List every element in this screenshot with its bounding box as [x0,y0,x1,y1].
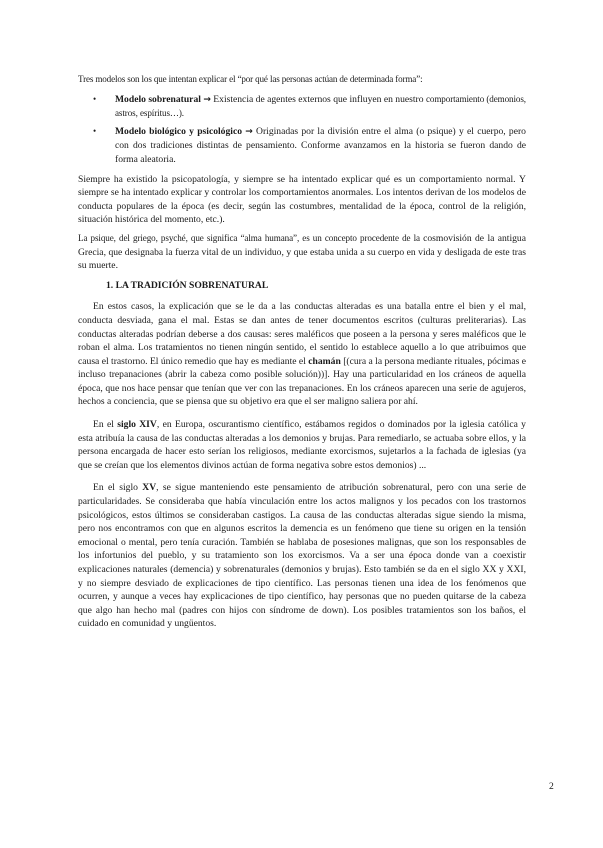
bullet-icon: • [93,125,97,136]
paragraph-psychopathology: Siempre ha existido la psicopatología, y siempre se ha intentado explicar qué es un comportamiento normal. Y siempre se ha intentado explicar y controlar los comportamientos anormales. Los intentos derivan de los modelos de conducta populares de la época (es decir, según las costumbres, mentalidad de la época, control de la religión, situación histórica del momento, etc.). [78,173,526,226]
paragraph-text-continued: [(cura a la persona mediante rituales, pócimas e incluso trepanaciones (abrir la cabeza como posible solución))]. Hay una particularidad en los cráneos de aquella época, que nos hace pensar que tenían que ver con las trepanaciones. En los cráneos aparecen una serie de agujeros, hechos a conciencia, que se piensa que su objetivo era que el ser maligno saliera por ahí. [78,355,526,408]
paragraph-century-xv [78,481,526,631]
paragraph-psique [78,232,526,273]
paragraph-century-xiv [78,418,526,472]
page-number: 2 [549,781,554,792]
model-description: Existencia de agentes externos que influyen en nuestro [210,93,426,105]
paragraph-psique-start: La psique, del griego, psyché, que significa “alma humana”, es un concepto procedente de la [78,232,424,243]
bold-term-siglo-xiv: siglo XIV [117,419,157,431]
section-heading: 1. LA TRADICIÓN SOBRENATURAL [106,279,269,291]
list-item-supernatural-model [78,93,526,121]
bullet-icon: • [93,93,97,104]
models-list [78,93,526,167]
paragraph-psique-rest: cosmovisión de la antigua Grecia, que designaba la fuerza vital de un individuo, y que estaba unida a su cuerpo en vida y desligada de este tras su muerte. [78,232,526,272]
arrow-right-icon: → [245,126,253,137]
paragraph-text-continued: , en Europa, oscurantismo científico, estábamos regidos o dominados por la iglesia católica y esta atribuía la causa de las conductas alteradas a los demonios y brujas. Para remediarlo, se actuaba sobre ellos, y la persona encargada de hacer esto serían los religiosos, mediante exorcismos, sujetarlos a la fachada de iglesias (ya que se creían que los elementos divinos actúan de forma negativa sobre estos demonios) ... [78,419,526,471]
bold-term-xv: XV [142,482,157,494]
intro-text: Tres modelos son los que intentan explicar el “por qué las personas actúan de determinada forma”: [78,74,423,84]
paragraph-text: En estos casos, la explicación que se le da a las conductas alteradas es una batalla entre el bien y el mal, conducta desviada, gana el mal. Estas se dan antes de tener documentos escritos (culturas preliterarias). Las conductas alteradas podrían deberse a dos causas: seres maléficos que poseen a la persona y seres maléficos que le roban el alma. Los tratamientos no tienen ningún sentido, el sentido lo establece aquello a lo que atribuimos que causa el trastorno. El único remedio que hay es mediante el [78,301,526,367]
model-title: Modelo biológico y psicológico [115,125,242,137]
bold-term-chaman: chamán [308,355,341,367]
arrow-right-icon: → [203,94,211,105]
list-item-biological-model [78,125,526,167]
model-description-continued: comportamiento (demonios, astros, espíritus…). [115,93,526,119]
paragraph-text: En el siglo [93,482,143,494]
paragraph-text-continued: , se sigue manteniendo este pensamiento de atribución sobrenatural, pero con una serie de particularidades. Se consideraba que había vinculación entre los actos malignos y los pecados con los trastornos psicológicos, estos últimos se consideraban castigos. La causa de las conductas alteradas sigue siendo la misma, pero nos encontramos con que en algunos escritos la demencia es un fenómeno que tiene su origen en la tensión emocional o mental, pero tenía curación. También se hablaba de posesiones malignas, que son los responsables de los infortunios del pueblo, y su tratamiento son los exorcismos. Va a ser una época donde van a coexistir explicaciones naturales (demencia) y sobrenaturales (demonios y brujas). Esto también se da en el siglo XX y XXI, y no siempre desviado de explicaciones de tipo científico. Las personas tienen una idea de los fenómenos que ocurren, y aunque a veces hay explicaciones de tipo científico, hay personas que no pueden quitarse de la cabeza que algo han hecho mal (padres con hijos con síndrome de down). Los posibles tratamientos son los baños, el cuidado en comunidad y ungüentos. [78,482,526,630]
paragraph-text: En el [93,419,118,431]
page-content [78,73,526,640]
paragraph-supernatural-tradition [78,300,526,409]
model-title: Modelo sobrenatural [115,93,201,105]
model-description: Originadas por la división entre el alma (o psique) y el cuerpo, pero con dos tradiciones distintas de pensamiento. Conforme avanzamos en la historia se fueron dando de forma aleatoria. [115,125,526,165]
